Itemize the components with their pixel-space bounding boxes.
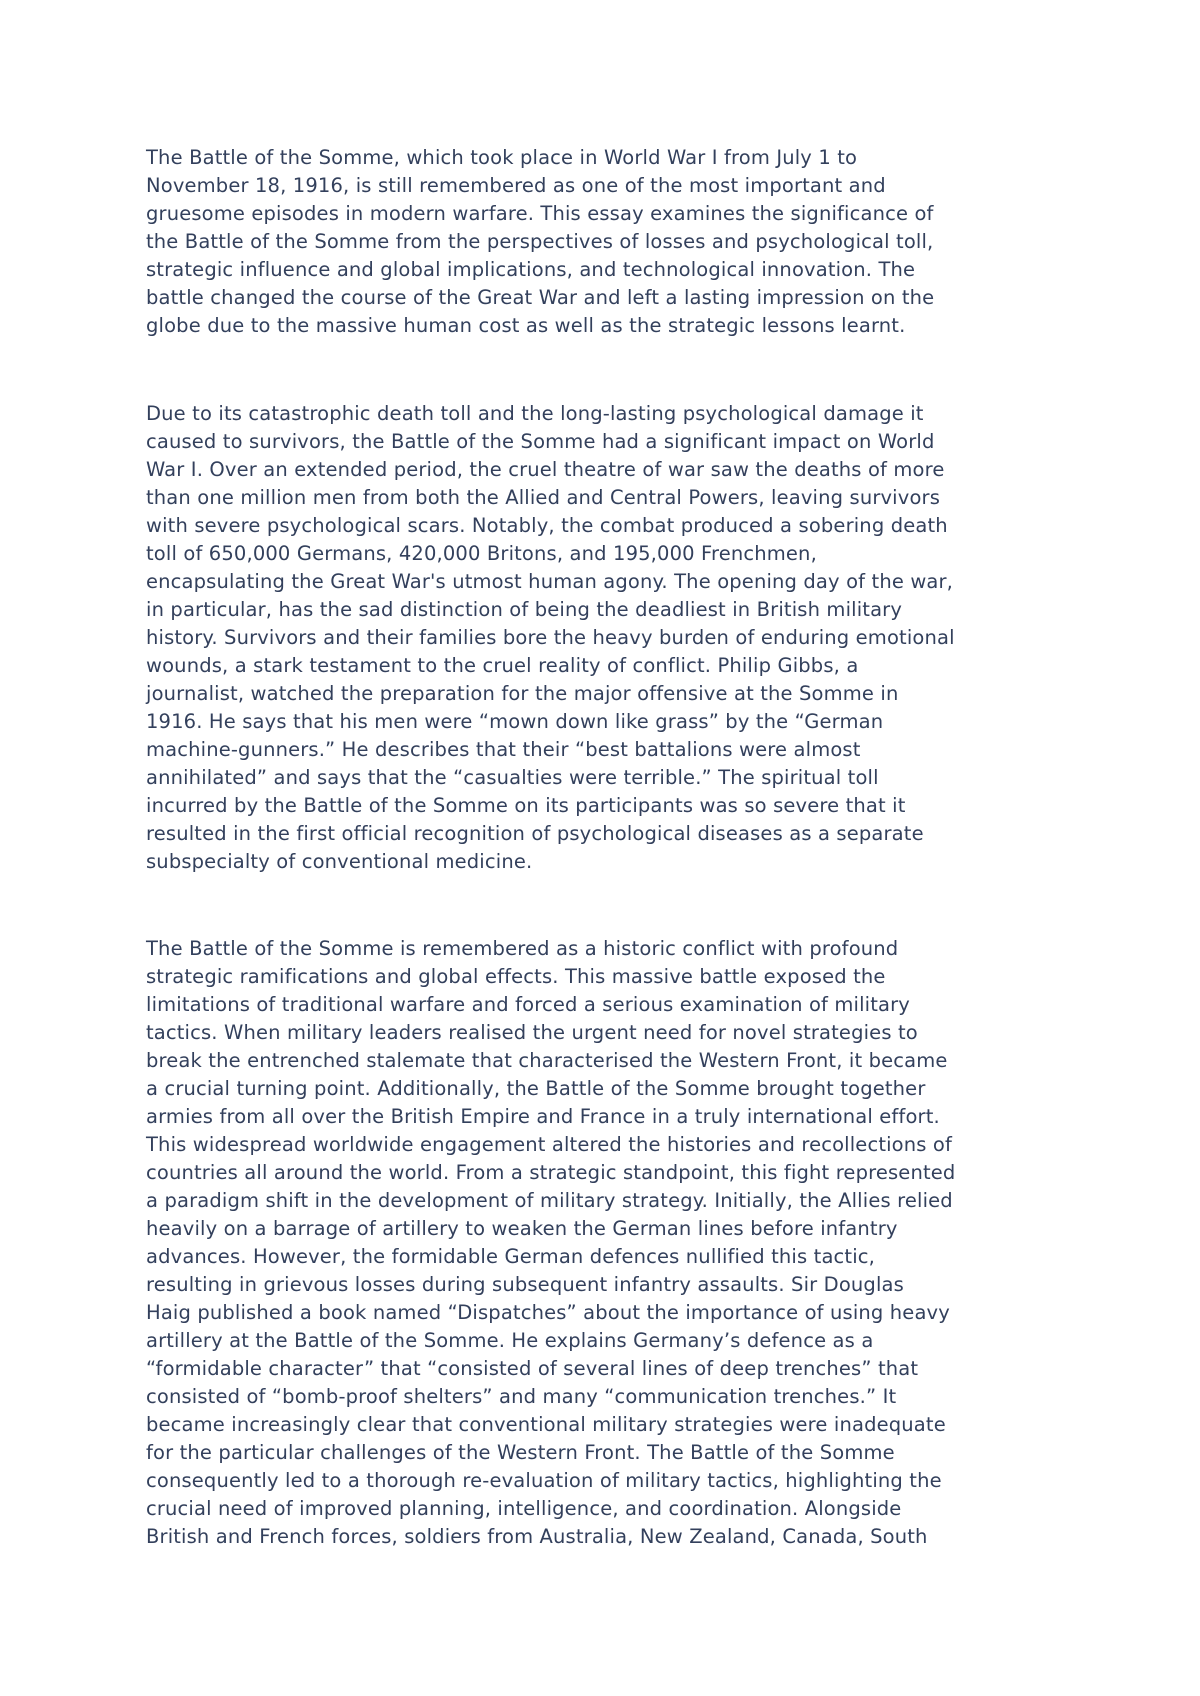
text-line: advances. However, the formidable German defences nullified this tactic, bbox=[146, 1245, 876, 1268]
paragraph-losses-psychological-toll bbox=[146, 400, 1066, 876]
text-line: journalist, watched the preparation for the major offensive at the Somme in bbox=[146, 682, 899, 705]
text-line: The Battle of the Somme, which took place in World War I from July 1 to bbox=[146, 146, 858, 169]
text-line: with severe psychological scars. Notably, the combat produced a sobering death bbox=[146, 514, 948, 537]
text-line: 1916. He says that his men were “mown down like grass” by the “German bbox=[146, 710, 884, 733]
text-line: strategic influence and global implications, and technological innovation. The bbox=[146, 258, 916, 281]
text-line: heavily on a barrage of artillery to weaken the German lines before infantry bbox=[146, 1217, 898, 1240]
text-line: This widespread worldwide engagement altered the histories and recollections of bbox=[146, 1133, 953, 1156]
text-line: Haig published a book named “Dispatches” about the importance of using heavy bbox=[146, 1301, 950, 1324]
text-line: became increasingly clear that conventional military strategies were inadequate bbox=[146, 1413, 946, 1436]
text-line: consisted of “bomb-proof shelters” and many “communication trenches.” It bbox=[146, 1385, 897, 1408]
text-line: for the particular challenges of the Western Front. The Battle of the Somme bbox=[146, 1441, 895, 1464]
text-line: limitations of traditional warfare and forced a serious examination of military bbox=[146, 993, 910, 1016]
text-line: than one million men from both the Allied and Central Powers, leaving survivors bbox=[146, 486, 941, 509]
text-line: wounds, a stark testament to the cruel reality of conflict. Philip Gibbs, a bbox=[146, 654, 859, 677]
text-line: machine-gunners.” He describes that their “best battalions were almost bbox=[146, 738, 861, 761]
text-line: history. Survivors and their families bore the heavy burden of enduring emotional bbox=[146, 626, 955, 649]
text-line: resulted in the first official recognition of psychological diseases as a separate bbox=[146, 822, 924, 845]
text-line: November 18, 1916, is still remembered as one of the most important and bbox=[146, 174, 886, 197]
text-line: globe due to the massive human cost as well as the strategic lessons learnt. bbox=[146, 314, 906, 337]
text-line: tactics. When military leaders realised the urgent need for novel strategies to bbox=[146, 1021, 918, 1044]
text-line: subspecialty of conventional medicine. bbox=[146, 850, 533, 873]
text-line: resulting in grievous losses during subsequent infantry assaults. Sir Douglas bbox=[146, 1273, 904, 1296]
text-line: gruesome episodes in modern warfare. This essay examines the significance of bbox=[146, 202, 934, 225]
text-line: countries all around the world. From a strategic standpoint, this fight represented bbox=[146, 1161, 956, 1184]
text-line: The Battle of the Somme is remembered as a historic conflict with profound bbox=[146, 937, 899, 960]
text-line: artillery at the Battle of the Somme. He explains Germany’s defence as a bbox=[146, 1329, 874, 1352]
text-line: the Battle of the Somme from the perspectives of losses and psychological toll, bbox=[146, 230, 934, 253]
text-line: a crucial turning point. Additionally, the Battle of the Somme brought together bbox=[146, 1077, 926, 1100]
text-line: incurred by the Battle of the Somme on its participants was so severe that it bbox=[146, 794, 906, 817]
text-line: crucial need of improved planning, intelligence, and coordination. Alongside bbox=[146, 1497, 902, 1520]
text-line: armies from all over the British Empire and France in a truly international effort. bbox=[146, 1105, 940, 1128]
paragraph-introduction bbox=[146, 144, 1066, 340]
text-line: “formidable character” that “consisted of several lines of deep trenches” that bbox=[146, 1357, 919, 1380]
text-line: break the entrenched stalemate that characterised the Western Front, it became bbox=[146, 1049, 948, 1072]
text-line: consequently led to a thorough re-evaluation of military tactics, highlighting the bbox=[146, 1469, 942, 1492]
text-line: War I. Over an extended period, the cruel theatre of war saw the deaths of more bbox=[146, 458, 945, 481]
text-line: British and French forces, soldiers from Australia, New Zealand, Canada, South bbox=[146, 1525, 928, 1548]
paragraph-strategic-influence bbox=[146, 935, 1066, 1551]
text-line: encapsulating the Great War's utmost human agony. The opening day of the war, bbox=[146, 570, 954, 593]
text-line: Due to its catastrophic death toll and the long-lasting psychological damage it bbox=[146, 402, 924, 425]
text-line: toll of 650,000 Germans, 420,000 Britons, and 195,000 Frenchmen, bbox=[146, 542, 817, 565]
text-line: annihilated” and says that the “casualties were terrible.” The spiritual toll bbox=[146, 766, 879, 789]
text-line: battle changed the course of the Great War and left a lasting impression on the bbox=[146, 286, 935, 309]
text-line: strategic ramifications and global effects. This massive battle exposed the bbox=[146, 965, 886, 988]
text-line: a paradigm shift in the development of military strategy. Initially, the Allies relied bbox=[146, 1189, 953, 1212]
text-line: caused to survivors, the Battle of the Somme had a significant impact on World bbox=[146, 430, 935, 453]
text-line: in particular, has the sad distinction of being the deadliest in British military bbox=[146, 598, 903, 621]
